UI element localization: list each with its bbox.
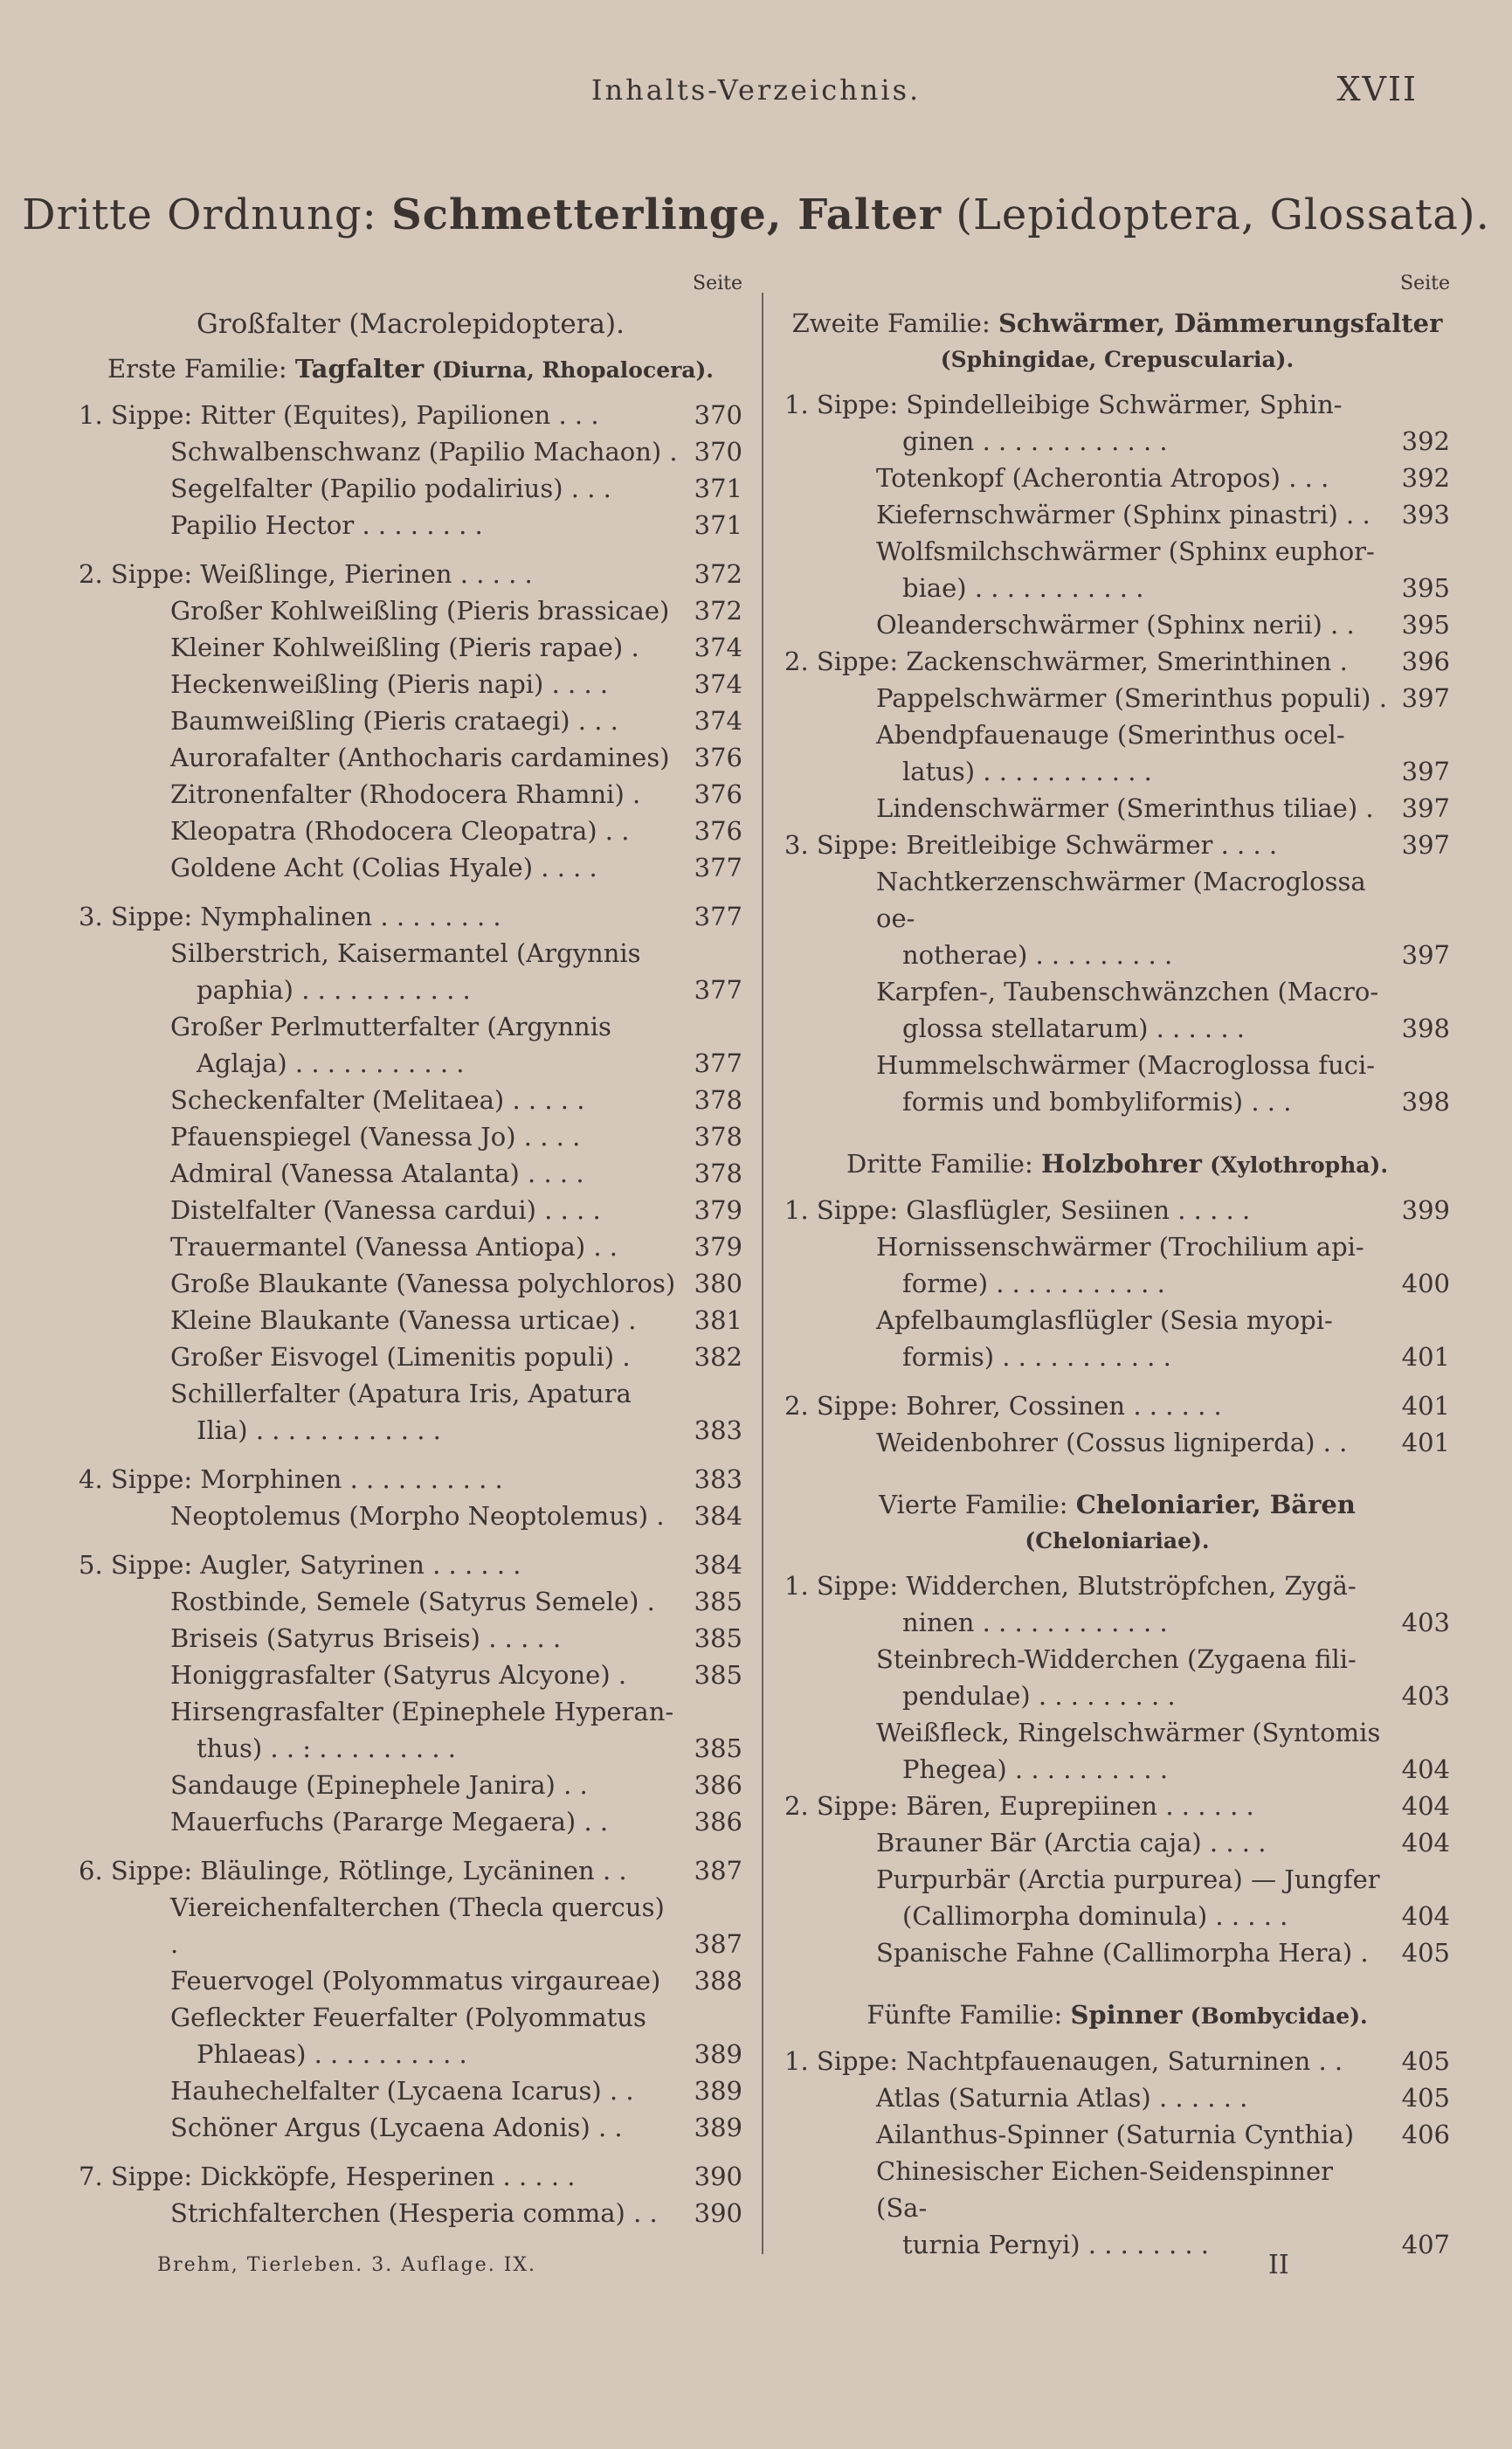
sippe-entry xyxy=(79,898,742,935)
species-entry xyxy=(784,1604,1450,1641)
species-entry xyxy=(784,1751,1450,1788)
entry-page: 374 xyxy=(694,633,742,662)
species-entry xyxy=(79,1962,742,1999)
entry-page: 380 xyxy=(694,1269,742,1298)
sippe-entry xyxy=(79,556,742,592)
sippe-entry xyxy=(79,1461,742,1498)
entry-text: Großer Perlmutterfalter (Argynnis xyxy=(170,1012,611,1041)
species-entry xyxy=(784,1339,1450,1375)
entry-text: Scheckenfalter (Melitaea) . . . . . xyxy=(170,1085,585,1115)
family-block xyxy=(784,1146,1450,1461)
entry-text: 2. Sippe: Zackenschwärmer, Smerinthinen . xyxy=(784,647,1348,676)
sippe-entry xyxy=(784,1192,1450,1228)
entry-text: 1. Sippe: Glasflügler, Sesiinen . . . . . xyxy=(784,1195,1251,1225)
species-entry xyxy=(79,1228,742,1265)
entry-text: Rostbinde, Semele (Satyrus Semele) . xyxy=(170,1587,655,1616)
species-entry xyxy=(784,753,1450,790)
entry-text: glossa stellatarum) . . . . . . xyxy=(902,1013,1246,1043)
entry-text: Hornissenschwärmer (Trochilium api- xyxy=(876,1232,1364,1262)
order-title xyxy=(0,190,1512,239)
entry-text: Heckenweißling (Pieris napi) . . . . xyxy=(170,669,609,699)
species-entry xyxy=(79,1583,742,1620)
sippe-entry xyxy=(784,386,1450,423)
order-title-prefix: Dritte Ordnung: xyxy=(22,190,377,239)
entry-text: Kleopatra (Rhodocera Cleopatra) . . xyxy=(170,816,630,846)
species-entry xyxy=(784,863,1450,937)
species-entry xyxy=(79,629,742,666)
entry-text: Segelfalter (Papilio podalirius) . . . xyxy=(170,474,611,503)
entry-text: Gefleckter Feuerfalter (Polyommatus xyxy=(170,2003,646,2032)
entry-text: 1. Sippe: Widderchen, Blutströpfchen, Zygä- xyxy=(784,1571,1357,1601)
entry-text: Großer Kohlweißling (Pieris brassicae) xyxy=(170,596,670,626)
footer-imprint: Brehm, Tierleben. 3. Auflage. IX. xyxy=(157,2254,537,2276)
left-column xyxy=(79,273,742,2239)
family-prefix: Vierte Familie: xyxy=(879,1490,1068,1519)
species-entry xyxy=(79,2195,742,2231)
entry-page: 374 xyxy=(694,706,742,736)
species-entry xyxy=(784,1934,1450,1971)
family-prefix: Fünfte Familie: xyxy=(866,2000,1063,2030)
entry-text: Honiggrasfalter (Satyrus Alcyone) . xyxy=(170,1660,627,1690)
species-entry xyxy=(784,1824,1450,1861)
family-name: Tagfalter xyxy=(294,354,425,384)
entry-text: Purpurbär (Arctia purpurea) — Jungfer xyxy=(876,1864,1380,1894)
species-entry xyxy=(784,1265,1450,1302)
entry-text: Mauerfuchs (Pararge Megaera) . . xyxy=(170,1807,609,1837)
entry-page: 397 xyxy=(1401,940,1450,970)
species-entry xyxy=(784,2153,1450,2226)
entry-text: Aurorafalter (Anthocharis cardamines) xyxy=(170,743,670,772)
entry-page: 404 xyxy=(1401,1791,1450,1821)
entry-page: 406 xyxy=(1401,2120,1450,2149)
species-entry xyxy=(784,790,1450,827)
page-number: XVII xyxy=(1336,70,1418,108)
entry-page: 379 xyxy=(694,1195,742,1225)
entry-page: 392 xyxy=(1401,463,1450,493)
entry-page: 398 xyxy=(1401,1087,1450,1117)
entry-page: 399 xyxy=(1401,1195,1450,1225)
entry-page: 376 xyxy=(694,779,742,809)
entry-text: Spanische Fahne (Callimorpha Hera) . xyxy=(876,1938,1369,1968)
family-name: Holzbohrer xyxy=(1040,1149,1202,1179)
entry-page: 377 xyxy=(694,902,742,931)
species-entry xyxy=(784,1010,1450,1047)
entry-text: Steinbrech-Widderchen (Zygaena fili- xyxy=(876,1644,1357,1674)
species-entry xyxy=(784,1228,1450,1265)
entry-text: Große Blaukante (Vanessa polychloros) xyxy=(170,1269,676,1298)
family-prefix: Erste Familie: xyxy=(107,354,287,384)
entry-page: 405 xyxy=(1401,2083,1450,2113)
entry-page: 378 xyxy=(694,1122,742,1152)
entry-text: Karpfen-, Taubenschwänzchen (Macro- xyxy=(876,977,1379,1007)
species-entry xyxy=(79,935,742,972)
species-entry xyxy=(79,592,742,629)
entry-text: Weißfleck, Ringelschwärmer (Syntomis xyxy=(876,1718,1381,1747)
entry-text: Abendpfauenauge (Smerinthus ocel- xyxy=(876,720,1345,750)
species-entry xyxy=(79,849,742,886)
species-entry xyxy=(784,1678,1450,1714)
entry-text: 1. Sippe: Spindelleibige Schwärmer, Sphin- xyxy=(784,390,1343,419)
species-entry xyxy=(784,937,1450,973)
family-latin: (Xylothropha). xyxy=(1210,1152,1389,1178)
order-title-latin: (Lepidoptera, Glossata). xyxy=(956,190,1490,239)
family-latin: (Cheloniariae). xyxy=(1025,1528,1210,1553)
entry-page: 377 xyxy=(694,975,742,1005)
species-entry xyxy=(784,460,1450,496)
species-entry xyxy=(79,1657,742,1693)
entry-page: 372 xyxy=(694,596,742,626)
species-entry xyxy=(784,2079,1450,2116)
entry-text: Hummelschwärmer (Macroglossa fuci- xyxy=(876,1050,1376,1080)
species-entry xyxy=(784,423,1450,460)
sippe-entry xyxy=(784,827,1450,863)
species-entry xyxy=(79,1620,742,1657)
entry-text: (Callimorpha dominula) . . . . . xyxy=(902,1901,1288,1931)
entry-text: Pappelschwärmer (Smerinthus populi) . xyxy=(876,683,1387,713)
entry-page: 396 xyxy=(1401,647,1450,676)
order-title-german: Schmetterlinge, Falter xyxy=(391,190,942,239)
entry-text: Admiral (Vanessa Atalanta) . . . . xyxy=(170,1159,584,1188)
entry-text: Chinesischer Eichen-Seidenspinner (Sa- xyxy=(876,2156,1333,2223)
entry-text: ginen . . . . . . . . . . . . xyxy=(902,426,1168,456)
entry-page: 384 xyxy=(694,1550,742,1580)
entry-page: 385 xyxy=(694,1623,742,1653)
species-entry xyxy=(784,1047,1450,1083)
entry-page: 401 xyxy=(1401,1391,1450,1421)
species-entry xyxy=(79,2036,742,2072)
entry-page: 405 xyxy=(1401,1938,1450,1968)
entry-text: Weidenbohrer (Cossus ligniperda) . . xyxy=(876,1428,1348,1457)
entry-text: ninen . . . . . . . . . . . . xyxy=(902,1608,1168,1637)
entry-page: 387 xyxy=(694,1929,742,1959)
species-entry xyxy=(79,1265,742,1302)
entry-page: 401 xyxy=(1401,1342,1450,1372)
entry-page: 376 xyxy=(694,743,742,772)
species-entry xyxy=(784,716,1450,753)
species-entry xyxy=(784,1424,1450,1461)
entry-text: 5. Sippe: Augler, Satyrinen . . . . . . xyxy=(79,1550,521,1580)
species-entry xyxy=(784,2226,1450,2263)
entry-text: Viereichenfalterchen (Thecla quercus) . xyxy=(170,1892,665,1959)
entry-text: biae) . . . . . . . . . . . xyxy=(902,573,1144,603)
entry-text: notherae) . . . . . . . . . xyxy=(902,940,1173,970)
entry-page: 378 xyxy=(694,1159,742,1188)
right-column xyxy=(784,273,1450,2259)
sippe-entry xyxy=(79,1852,742,1889)
entry-text: 2. Sippe: Weißlinge, Pierinen . . . . . xyxy=(79,559,533,589)
entry-page: 403 xyxy=(1401,1608,1450,1637)
entry-text: Phegea) . . . . . . . . . . xyxy=(902,1754,1169,1784)
entry-text: 2. Sippe: Bären, Euprepiinen . . . . . . xyxy=(784,1791,1254,1821)
family-heading xyxy=(784,306,1450,377)
entry-text: Schillerfalter (Apatura Iris, Apatura xyxy=(170,1379,632,1408)
entry-text: thus) . . : . . . . . . . . . xyxy=(197,1733,456,1763)
entry-page: 382 xyxy=(694,1342,742,1372)
entry-text: 6. Sippe: Bläulinge, Rötlinge, Lycäninen . . xyxy=(79,1856,627,1885)
entry-text: 1. Sippe: Nachtpfauenaugen, Saturninen . . xyxy=(784,2046,1343,2076)
entry-text: Nachtkerzenschwärmer (Macroglossa oe- xyxy=(876,867,1366,933)
entry-page: 379 xyxy=(694,1232,742,1262)
species-entry xyxy=(79,1498,742,1534)
family-prefix: Zweite Familie: xyxy=(791,308,991,338)
entry-page: 371 xyxy=(694,510,742,540)
entry-text: Feuervogel (Polyommatus virgaureae) xyxy=(170,1966,661,1996)
species-entry xyxy=(784,1083,1450,1120)
species-entry xyxy=(79,1008,742,1045)
entry-text: Hirsengrasfalter (Epinephele Hyperan- xyxy=(170,1697,674,1726)
family-latin: (Bombycidae). xyxy=(1190,2003,1368,2029)
entry-page: 389 xyxy=(694,2039,742,2069)
entry-text: Kleine Blaukante (Vanessa urticae) . xyxy=(170,1305,637,1335)
species-entry xyxy=(79,702,742,739)
entry-page: 403 xyxy=(1401,1681,1450,1711)
entry-page: 378 xyxy=(694,1085,742,1115)
species-entry xyxy=(79,666,742,702)
entry-page: 390 xyxy=(694,2198,742,2228)
family-heading xyxy=(79,351,742,388)
running-title: Inhalts-Verzeichnis. xyxy=(590,73,922,107)
family-heading xyxy=(784,1487,1450,1559)
entry-text: Strichfalterchen (Hesperia comma) . . xyxy=(170,2198,658,2228)
entry-text: Aglaja) . . . . . . . . . . . xyxy=(197,1048,465,1078)
entry-text: Papilio Hector . . . . . . . . xyxy=(170,510,483,540)
sippe-entry xyxy=(79,1546,742,1583)
species-entry xyxy=(79,1339,742,1375)
entry-page: 395 xyxy=(1401,573,1450,603)
sippe-entry xyxy=(784,1567,1450,1604)
entry-text: Oleanderschwärmer (Sphinx nerii) . . xyxy=(876,610,1355,640)
entry-text: Zitronenfalter (Rhodocera Rhamni) . xyxy=(170,779,641,809)
entry-page: 405 xyxy=(1401,2046,1450,2076)
entry-text: Phlaeas) . . . . . . . . . . xyxy=(197,2039,467,2069)
entry-text: forme) . . . . . . . . . . . xyxy=(902,1269,1165,1298)
entry-page: 395 xyxy=(1401,610,1450,640)
entry-text: Brauner Bär (Arctia caja) . . . . xyxy=(876,1828,1267,1858)
entry-page: 389 xyxy=(694,2076,742,2106)
entry-page: 370 xyxy=(694,437,742,467)
entry-page: 386 xyxy=(694,1807,742,1837)
entry-text: Sandauge (Epinephele Janira) . . xyxy=(170,1770,588,1800)
entry-text: Distelfalter (Vanessa cardui) . . . . xyxy=(170,1195,601,1225)
family-name: Cheloniarier, Bären xyxy=(1075,1490,1356,1519)
species-entry xyxy=(784,973,1450,1010)
entry-page: 398 xyxy=(1401,1013,1450,1043)
species-entry xyxy=(784,570,1450,606)
entry-text: Kleiner Kohlweißling (Pieris rapae) . xyxy=(170,633,639,662)
species-entry xyxy=(79,2072,742,2109)
entry-page: 397 xyxy=(1401,830,1450,860)
species-entry xyxy=(784,533,1450,570)
species-entry xyxy=(79,1118,742,1155)
entry-text: 1. Sippe: Ritter (Equites), Papilionen . . . xyxy=(79,400,599,430)
page-header xyxy=(79,70,1433,114)
family-block xyxy=(784,1487,1450,1971)
species-entry xyxy=(79,813,742,849)
entry-text: 7. Sippe: Dickköpfe, Hesperinen . . . . . xyxy=(79,2162,576,2191)
species-entry xyxy=(784,1714,1450,1751)
entry-page: 387 xyxy=(694,1856,742,1885)
entry-page: 377 xyxy=(694,1048,742,1078)
entry-page: 407 xyxy=(1401,2230,1450,2259)
entry-text: Lindenschwärmer (Smerinthus tiliae) . xyxy=(876,793,1374,823)
family-heading xyxy=(784,1146,1450,1183)
species-entry xyxy=(79,1889,742,1962)
entry-page: 388 xyxy=(694,1966,742,1996)
species-entry xyxy=(79,776,742,813)
entry-page: 383 xyxy=(694,1464,742,1494)
species-entry xyxy=(79,1082,742,1118)
species-entry xyxy=(79,470,742,507)
entry-text: Atlas (Saturnia Atlas) . . . . . . xyxy=(876,2083,1248,2113)
species-entry xyxy=(784,1641,1450,1678)
species-entry xyxy=(784,606,1450,643)
species-entry xyxy=(784,1861,1450,1898)
species-entry xyxy=(784,1898,1450,1934)
seite-label-right: Seite xyxy=(1400,273,1450,294)
entry-text: Schöner Argus (Lycaena Adonis) . . xyxy=(170,2113,623,2142)
entry-text: Totenkopf (Acherontia Atropos) . . . xyxy=(876,463,1329,493)
right-block-list xyxy=(784,306,1450,2263)
entry-page: 385 xyxy=(694,1733,742,1763)
entry-page: 374 xyxy=(694,669,742,699)
species-entry xyxy=(79,1693,742,1730)
species-entry xyxy=(79,433,742,470)
species-entry xyxy=(784,1302,1450,1339)
species-entry xyxy=(79,1767,742,1803)
entry-text: Baumweißling (Pieris crataegi) . . . xyxy=(170,706,618,736)
entry-page: 397 xyxy=(1401,793,1450,823)
family-latin: (Diurna, Rhopalocera). xyxy=(432,357,715,383)
entry-text: 2. Sippe: Bohrer, Cossinen . . . . . . xyxy=(784,1391,1222,1421)
entry-page: 393 xyxy=(1401,500,1450,529)
group-heading: Großfalter (Macrolepidoptera). xyxy=(197,308,625,340)
entry-text: Briseis (Satyrus Briseis) . . . . . xyxy=(170,1623,562,1653)
sippe-entry xyxy=(784,2043,1450,2079)
family-name: Schwärmer, Dämmerungsfalter xyxy=(998,308,1443,338)
species-entry xyxy=(79,2109,742,2146)
entry-text: 3. Sippe: Breitleibige Schwärmer . . . . xyxy=(784,830,1278,860)
entry-text: Kiefernschwärmer (Sphinx pinastri) . . xyxy=(876,500,1370,529)
entry-text: 3. Sippe: Nymphalinen . . . . . . . . xyxy=(79,902,501,931)
entry-text: 4. Sippe: Morphinen . . . . . . . . . . xyxy=(79,1464,503,1494)
footer-signature: II xyxy=(1268,2250,1289,2280)
species-entry xyxy=(79,1192,742,1228)
species-entry xyxy=(79,1999,742,2036)
sippe-entry xyxy=(784,1387,1450,1424)
entry-page: 381 xyxy=(694,1305,742,1335)
entry-page: 390 xyxy=(694,2162,742,2191)
entry-page: 386 xyxy=(694,1770,742,1800)
species-entry xyxy=(79,1375,742,1412)
entry-text: Pfauenspiegel (Vanessa Jo) . . . . xyxy=(170,1122,581,1152)
entry-text: pendulae) . . . . . . . . . xyxy=(902,1681,1176,1711)
entry-page: 392 xyxy=(1401,426,1450,456)
entry-page: 389 xyxy=(694,2113,742,2142)
entry-text: Hauhechelfalter (Lycaena Icarus) . . xyxy=(170,2076,634,2106)
entry-page: 385 xyxy=(694,1587,742,1616)
entry-page: 404 xyxy=(1401,1901,1450,1931)
species-entry xyxy=(784,680,1450,716)
entry-page: 376 xyxy=(694,816,742,846)
entry-text: turnia Pernyi) . . . . . . . . xyxy=(902,2230,1210,2259)
entry-text: Schwalbenschwanz (Papilio Machaon) . xyxy=(170,437,678,467)
entry-text: formis und bombyliformis) . . . xyxy=(902,1087,1292,1117)
entry-text: Ilia) . . . . . . . . . . . . xyxy=(197,1415,441,1445)
entry-text: Ailanthus-Spinner (Saturnia Cynthia) xyxy=(876,2120,1355,2149)
entry-text: Neoptolemus (Morpho Neoptolemus) . xyxy=(170,1501,665,1531)
species-entry xyxy=(784,2116,1450,2153)
entry-page: 397 xyxy=(1401,757,1450,786)
species-entry xyxy=(79,507,742,543)
entry-text: Großer Eisvogel (Limenitis populi) . xyxy=(170,1342,631,1372)
entry-text: Wolfsmilchschwärmer (Sphinx euphor- xyxy=(876,536,1375,566)
entry-page: 384 xyxy=(694,1501,742,1531)
sippe-entry xyxy=(79,397,742,433)
column-divider xyxy=(762,293,763,2254)
family-prefix: Dritte Familie: xyxy=(846,1149,1033,1179)
sippe-entry xyxy=(79,2158,742,2195)
entry-page: 401 xyxy=(1401,1428,1450,1457)
entry-text: Goldene Acht (Colias Hyale) . . . . xyxy=(170,853,597,882)
entry-page: 400 xyxy=(1401,1269,1450,1298)
family-block xyxy=(784,306,1450,1120)
family-heading xyxy=(784,1997,1450,2034)
species-entry xyxy=(79,1045,742,1082)
entry-text: paphia) . . . . . . . . . . . xyxy=(197,975,471,1005)
entry-page: 371 xyxy=(694,474,742,503)
species-entry xyxy=(79,1803,742,1840)
sippe-entry xyxy=(784,1788,1450,1824)
entry-page: 383 xyxy=(694,1415,742,1445)
entry-page: 404 xyxy=(1401,1754,1450,1784)
species-entry xyxy=(79,972,742,1008)
species-entry xyxy=(79,739,742,776)
species-entry xyxy=(79,1730,742,1767)
family-name: Spinner xyxy=(1070,2000,1183,2030)
entry-page: 372 xyxy=(694,559,742,589)
sippe-entry xyxy=(784,643,1450,680)
species-entry xyxy=(79,1412,742,1449)
entry-text: Apfelbaumglasflügler (Sesia myopi- xyxy=(876,1305,1333,1335)
entry-page: 385 xyxy=(694,1660,742,1690)
species-entry xyxy=(79,1302,742,1339)
entry-page: 377 xyxy=(694,853,742,882)
entry-text: formis) . . . . . . . . . . . xyxy=(902,1342,1171,1372)
entry-text: latus) . . . . . . . . . . . xyxy=(902,757,1152,786)
entry-text: Silberstrich, Kaisermantel (Argynnis xyxy=(170,938,641,968)
family-latin: (Sphingidae, Crepuscularia). xyxy=(940,347,1295,372)
species-entry xyxy=(79,1155,742,1192)
entry-page: 404 xyxy=(1401,1828,1450,1858)
family-block xyxy=(784,1997,1450,2263)
entry-page: 370 xyxy=(694,400,742,430)
seite-label-left: Seite xyxy=(693,273,742,294)
entry-page: 397 xyxy=(1401,683,1450,713)
entry-text: Trauermantel (Vanessa Antiopa) . . xyxy=(170,1232,618,1262)
left-entry-list xyxy=(79,397,742,2231)
species-entry xyxy=(784,496,1450,533)
